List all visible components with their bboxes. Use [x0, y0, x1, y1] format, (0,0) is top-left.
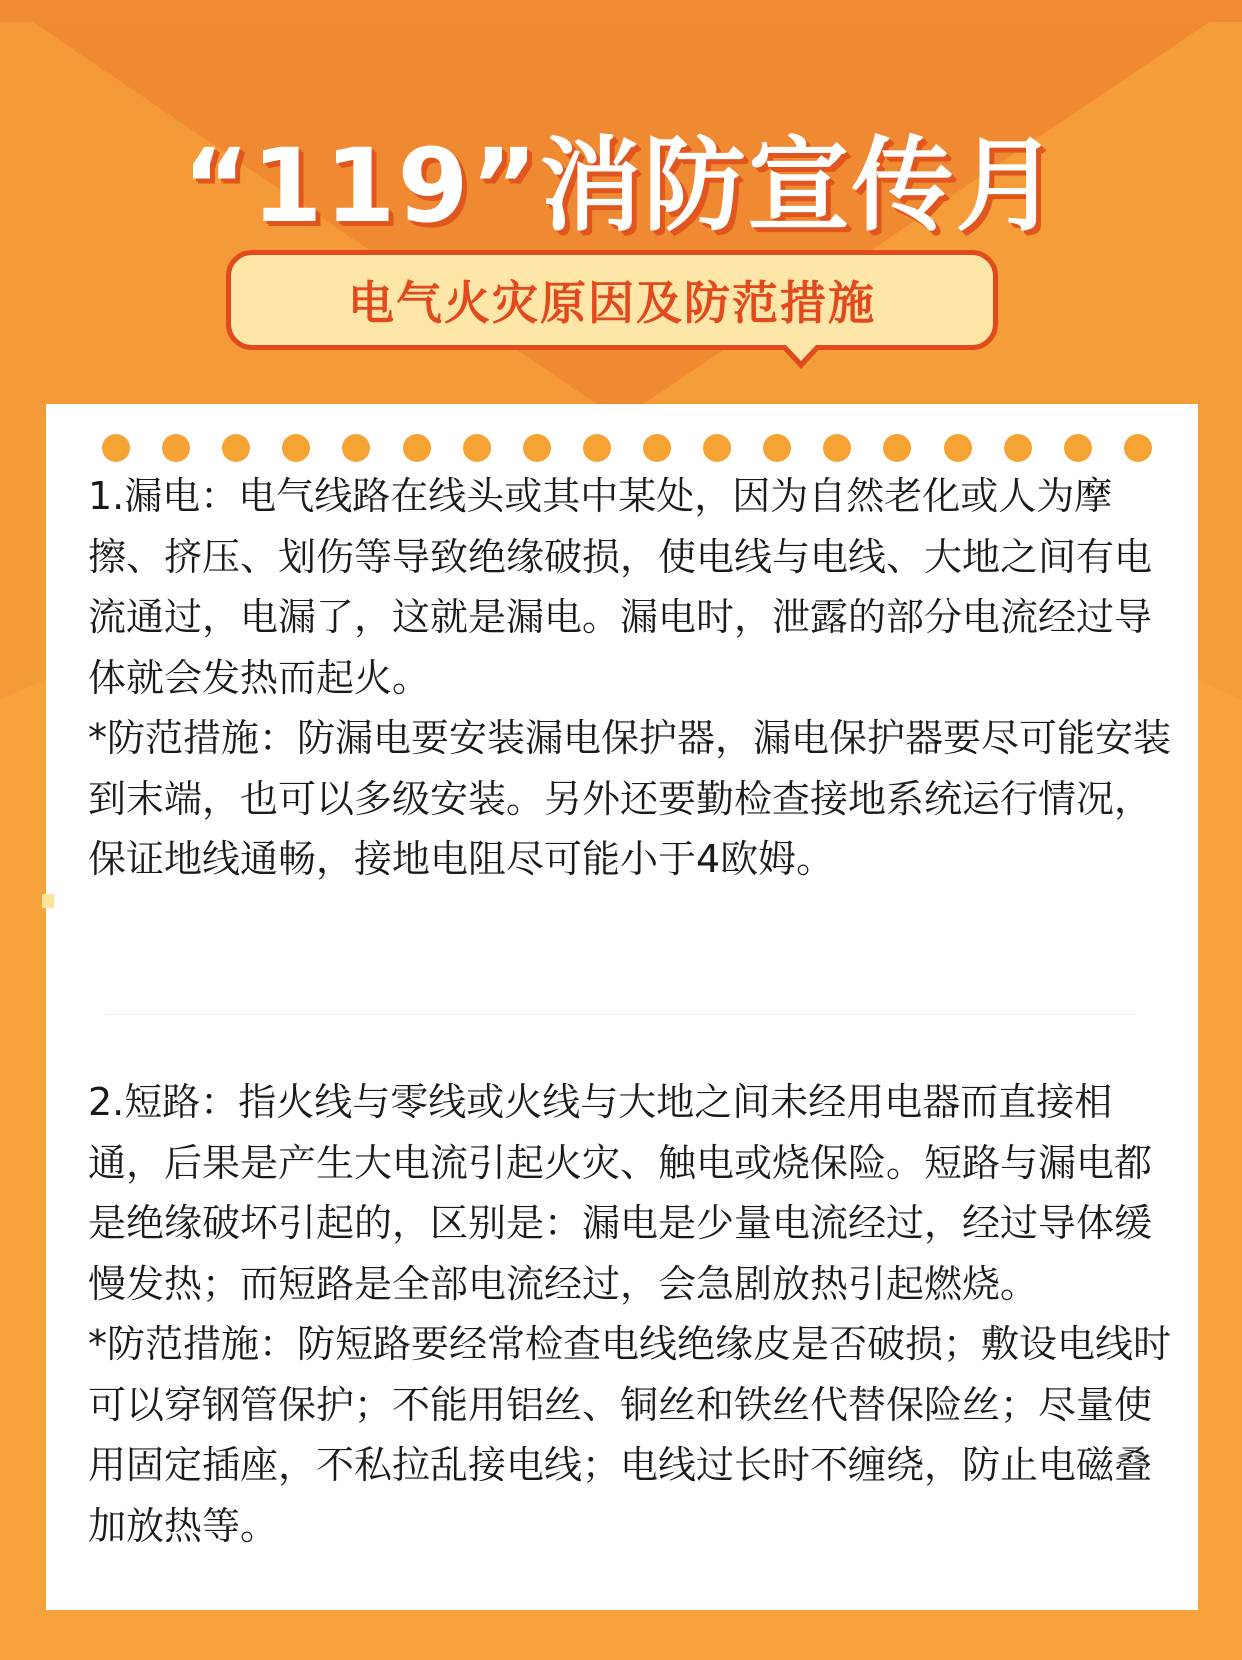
dot-row — [102, 434, 1152, 464]
decorative-dot — [823, 434, 851, 462]
section-short-circuit — [88, 1072, 1178, 1556]
decorative-dot — [1124, 434, 1152, 462]
decorative-mark — [42, 894, 54, 908]
decorative-dot — [342, 434, 370, 462]
page-title: “119”消防宣传月 — [182, 127, 1060, 246]
decorative-dot — [883, 434, 911, 462]
decorative-dot — [463, 434, 491, 462]
decorative-dot — [523, 434, 551, 462]
leakage-prevention-text: *防范措施：防漏电要安装漏电保护器，漏电保护器要尽可能安装到末端，也可以多级安装。另外还要勤检查接地系统运行情况，保证地线通畅，接地电阻尽可能小于4欧姆。 — [88, 716, 1172, 881]
leakage-cause-text: 1.漏电：电气线路在线头或其中某处，因为自然老化或人为摩擦、挤压、划伤等导致绝缘破损，使电线与电线、大地之间有电流通过，电漏了，这就是漏电。漏电时，泄露的部分电流经过导体就会发热而起火。 — [88, 474, 1153, 700]
short-circuit-cause-text: 2.短路：指火线与零线或火线与大地之间未经用电器而直接相通，后果是产生大电流引起火灾、触电或烧保险。短路与漏电都是绝缘破坏引起的，区别是：漏电是少量电流经过，经过导体缓慢发热；而短路是全部电流经过，会急剧放热引起燃烧。 — [88, 1080, 1153, 1306]
section-divider — [106, 1014, 1136, 1015]
short-circuit-prevention-text: *防范措施：防短路要经常检查电线绝缘皮是否破损；敷设电线时可以穿钢管保护；不能用铝丝、铜丝和铁丝代替保险丝；尽量使用固定插座，不私拉乱接电线；电线过长时不缠绕，防止电磁叠加放热等。 — [88, 1322, 1172, 1548]
decorative-dot — [1004, 434, 1032, 462]
section-leakage — [88, 466, 1178, 890]
subtitle-text: 电气火灾原因及防范措施 — [348, 276, 876, 330]
decorative-dot — [102, 434, 130, 462]
decorative-dot — [403, 434, 431, 462]
decorative-dot — [763, 434, 791, 462]
decorative-dot — [944, 434, 972, 462]
decorative-dot — [703, 434, 731, 462]
decorative-dot — [583, 434, 611, 462]
decorative-dot — [222, 434, 250, 462]
decorative-dot — [1064, 434, 1092, 462]
decorative-dot — [282, 434, 310, 462]
subtitle-banner — [226, 250, 998, 350]
decorative-dot — [643, 434, 671, 462]
decorative-dot — [162, 434, 190, 462]
content-card — [46, 404, 1198, 1610]
